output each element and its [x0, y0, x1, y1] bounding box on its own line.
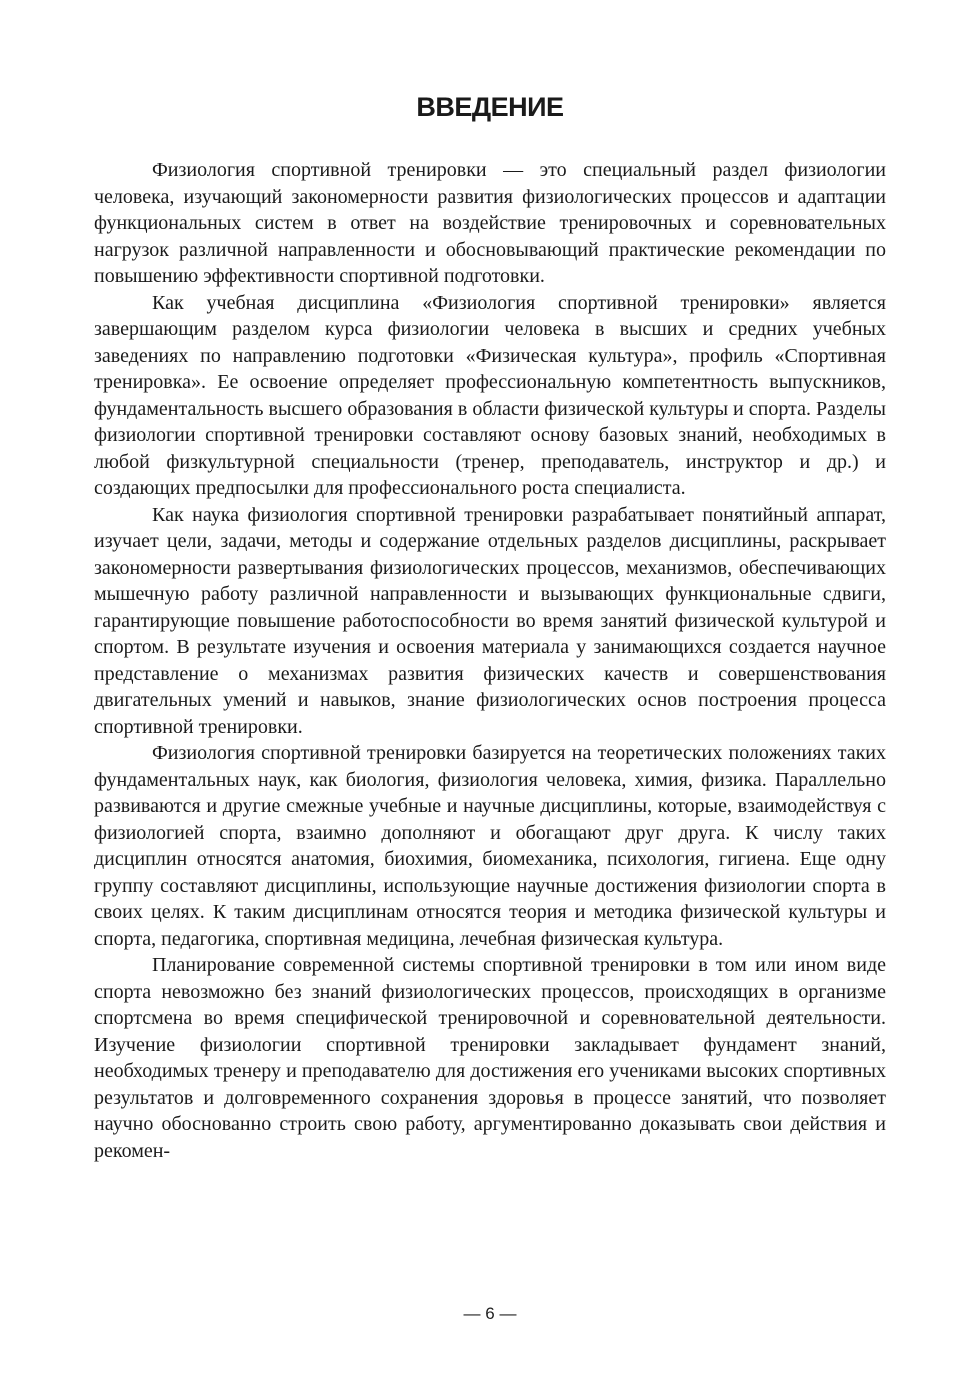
paragraph: Планирование современной системы спортивной тренировки в том или ином виде спорта невозможно без знаний физиологических процессов, происходящих в организме спортсмена во время специфической тренировочной и соревновательной деятельности. Изучение физиологии спортивной тренировки закладывает фундамент знаний, необходимых тренеру и преподавателю для достижения его учениками высоких спортивных результатов и долговременного сохранения здоровья в процессе занятий, что позволяет научно обоснованно строить свою работу, аргументированно доказывать свои действия и рекомен-	[94, 954, 886, 1162]
page-number: — 6 —	[463, 1304, 517, 1323]
body-text	[94, 157, 886, 1164]
paragraph: Как учебная дисциплина «Физиология спортивной тренировки» является завершающим разделом курса физиологии человека в высших и средних учебных заведениях по направлению подготовки «Физическая культура», профиль «Спортивная тренировка». Ее освоение определяет профессиональную компетентность выпускников, фундаментальность высшего образования в области физической культуры и спорта. Разделы физиологии спортивной тренировки составляют основу базовых знаний, необходимых в любой физкультурной специальности (тренер, преподаватель, инструктор и др.) и создающих предпосылки для профессионального роста специалиста.	[94, 291, 886, 499]
paragraph: Как наука физиология спортивной тренировки разрабатывает понятийный аппарат, изучает цели, задачи, методы и содержание отдельных разделов дисциплины, раскрывает закономерности развертывания физиологических процессов, механизмов, обеспечивающих мышечную работу различной направленности и вызывающих функциональные сдвиги, гарантирующие повышение работоспособности во время занятий физической культурой и спортом. В результате изучения и освоения материала у занимающихся создается научное представление о механизмах развития физических качеств и совершенствования двигательных умений и навыков, знание физиологических основ построения процесса спортивной тренировки.	[94, 503, 886, 738]
paragraph: Физиология спортивной тренировки — это специальный раздел физиологии человека, изучающий закономерности развития физиологических процессов и адаптации функциональных систем в ответ на воздействие тренировочных и соревновательных нагрузок различной направленности и обосновывающий практические рекомендации по повышению эффективности спортивной подготовки.	[94, 159, 886, 287]
chapter-heading: ВВЕДЕНИЕ	[416, 92, 564, 122]
paragraph: Физиология спортивной тренировки базируется на теоретических положениях таких фундаментальных наук, как биология, физиология человека, химия, физика. Параллельно развиваются и другие смежные учебные и научные дисциплины, которые, взаимодействуя с физиологией спорта, взаимно дополняют и обогащают друг друга. К числу таких дисциплин относятся анатомия, биохимия, биомеханика, психология, гигиена. Еще одну группу составляют дисциплины, использующие научные достижения физиологии спорта в своих целях. К таким дисциплинам относятся теория и методика физической культуры и спорта, педагогика, спортивная медицина, лечебная физическая культура.	[94, 742, 886, 950]
